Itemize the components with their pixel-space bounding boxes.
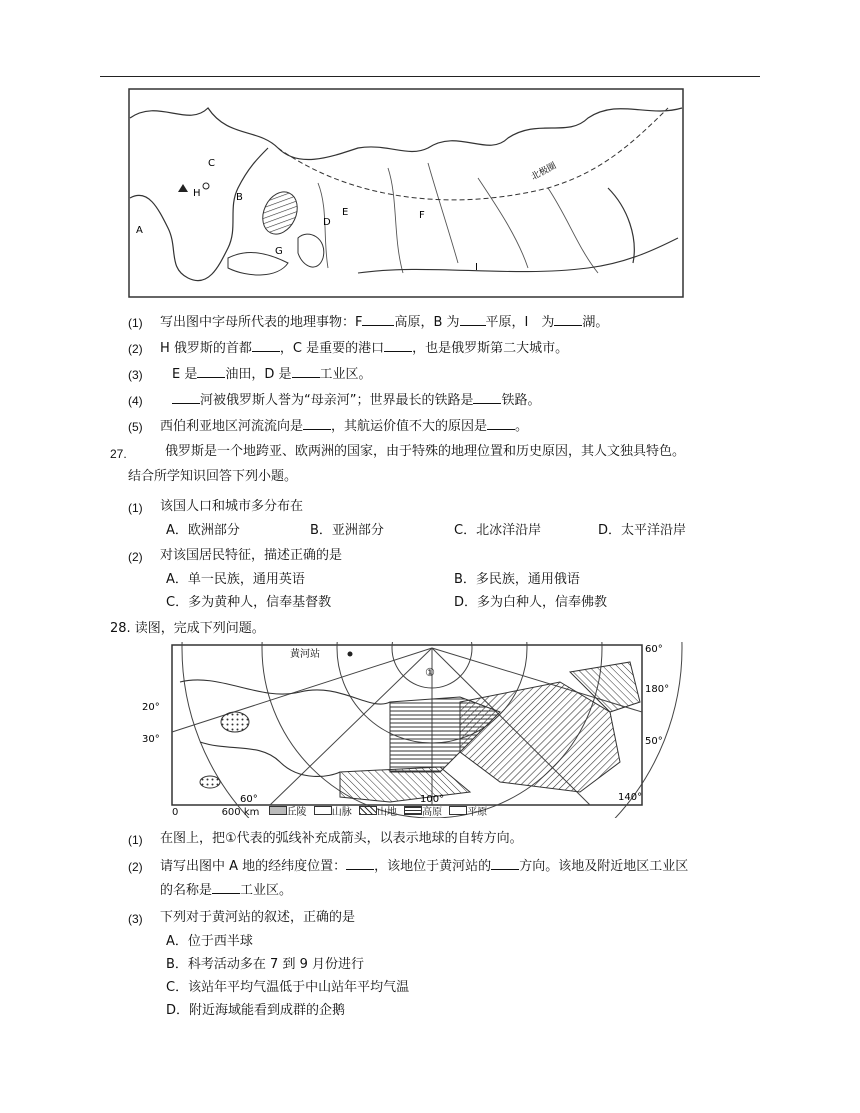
label-B: B: [236, 192, 243, 203]
q28-item2-number: (2): [128, 860, 143, 874]
q27-sub1-option-b[interactable]: B．亚洲部分: [310, 523, 384, 538]
q27-sub1-option-a[interactable]: A．欧洲部分: [166, 523, 240, 538]
arctic-projection-map: [140, 642, 685, 818]
label-lat50: 50°: [645, 736, 663, 747]
top-rule: [100, 76, 760, 77]
label-lat20: 20°: [142, 702, 160, 713]
label-G: G: [275, 246, 283, 257]
q28-item3-number: (3): [128, 912, 143, 926]
q27-stem-line1: 俄罗斯是一个地跨亚、欧两洲的国家，由于特殊的地理位置和历史原因，其人文独具特色。: [165, 444, 686, 459]
q28-item1-text: 在图上，把①代表的弧线补充成箭头，以表示地球的自转方向。: [160, 831, 523, 846]
label-circle-1: ①: [425, 666, 435, 679]
label-lon140: 140°: [618, 792, 643, 803]
label-F: F: [419, 210, 425, 221]
q28-stem: 28. 读图，完成下列问题。: [110, 621, 265, 636]
q27-sub2-option-a[interactable]: A．单一民族，通用英语: [166, 572, 305, 587]
label-lon180: 180°: [645, 684, 670, 695]
label-I: I: [475, 262, 478, 273]
q27-number: 27.: [110, 447, 127, 461]
q27-sub1-option-d[interactable]: D．太平洋沿岸: [598, 523, 687, 538]
hills-swatch-icon: [269, 806, 287, 815]
q27-sub2-option-c[interactable]: C．多为黄种人，信奉基督教: [166, 595, 332, 610]
map-legend: 0 600 km 丘陵 山脉 山地 高原 平原: [172, 807, 488, 818]
label-arctic-circle: 北极圈: [529, 161, 559, 183]
q28-item3-option-b[interactable]: B．科考活动多在 7 到 9 月份进行: [166, 957, 364, 972]
russia-map: [128, 88, 684, 298]
q28-item2-text: 请写出图中 A 地的经纬度位置： ，该地位于黄河站的 方向。该地及附近地区工业区: [160, 859, 689, 874]
q28-item3-option-c[interactable]: C．该站年平均气温低于中山站年平均气温: [166, 980, 410, 995]
label-lat30: 30°: [142, 734, 160, 745]
label-station: 黄河站: [290, 649, 320, 660]
label-H: H: [193, 188, 201, 199]
q27-sub2-text: 对该国居民特征，描述正确的是: [160, 548, 343, 563]
plain-swatch-icon: [449, 806, 467, 815]
label-lon60: 60°: [240, 794, 258, 805]
plateau-swatch-icon: [404, 806, 422, 815]
q28-item3-option-a[interactable]: A．位于西半球: [166, 934, 253, 949]
q28-item2-line2: 的名称是 工业区。: [160, 883, 293, 898]
label-C: C: [208, 158, 215, 169]
label-A: A: [136, 225, 143, 236]
q28-item3-text: 下列对于黄河站的叙述，正确的是: [160, 910, 356, 925]
q28-item1-number: (1): [128, 833, 143, 847]
q27-sub2-number: (2): [128, 550, 143, 564]
q27-sub1-text: 该国人口和城市多分布在: [160, 499, 304, 514]
q28-item3-option-d[interactable]: D．附近海域能看到成群的企鹅: [166, 1003, 346, 1018]
q27-sub2-option-d[interactable]: D．多为白种人，信奉佛教: [454, 595, 608, 610]
label-lat60: 60°: [645, 644, 663, 655]
mountain-swatch-icon: [359, 806, 377, 815]
label-D: D: [323, 217, 331, 228]
q27-stem-line2: 结合所学知识回答下列小题。: [128, 469, 298, 484]
label-E: E: [342, 207, 349, 218]
range-swatch-icon: [314, 806, 332, 815]
q27-sub1-option-c[interactable]: C．北冰洋沿岸: [454, 523, 542, 538]
q27-sub1-number: (1): [128, 501, 143, 515]
q27-sub2-option-b[interactable]: B．多民族，通用俄语: [454, 572, 580, 587]
label-lon100: 100°: [420, 794, 445, 805]
